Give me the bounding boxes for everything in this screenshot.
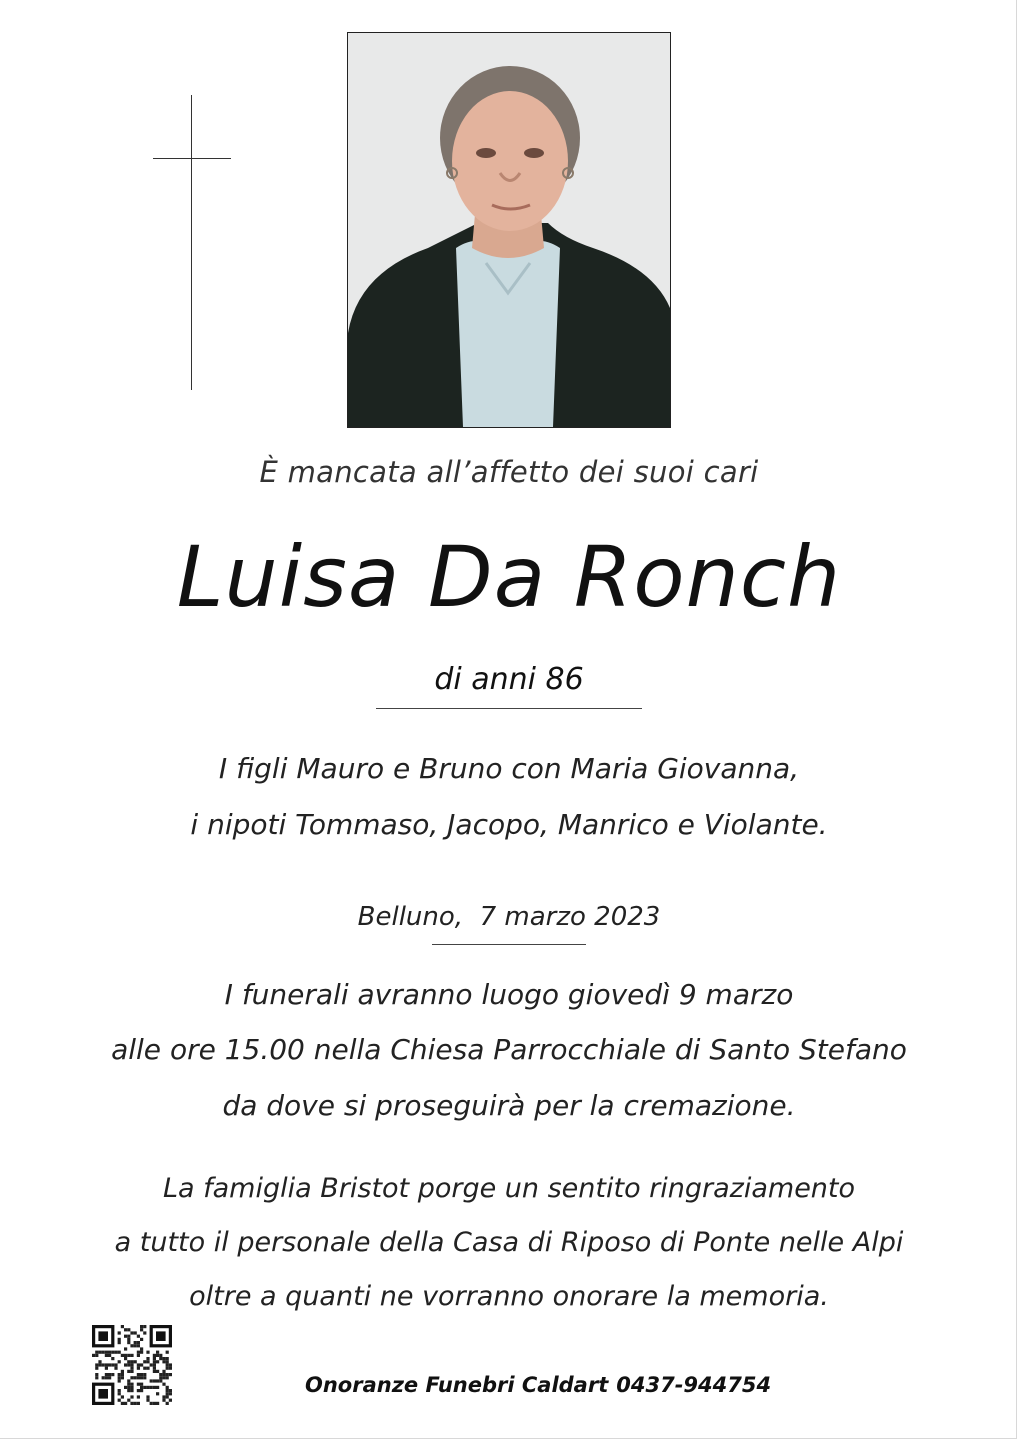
- thanks-line-3: oltre a quanti ne vorranno onorare la memoria.: [189, 1281, 829, 1312]
- family-line-2: i nipoti Tommaso, Jacopo, Manrico e Violante.: [190, 808, 828, 841]
- agency-name: Onoranze Funebri Caldart: [305, 1373, 609, 1397]
- qr-code-icon[interactable]: [92, 1325, 172, 1405]
- deceased-name: Luisa Da Ronch: [176, 528, 842, 626]
- thanks-line-2: a tutto il personale della Casa di Riposo di Ponte nelle Alpi: [114, 1227, 904, 1258]
- portrait-photo: [347, 32, 671, 428]
- place-date: Belluno, 7 marzo 2023: [357, 902, 661, 932]
- divider-line: [376, 708, 642, 709]
- footer-agency: [305, 1373, 771, 1397]
- thanks-line-1: La famiglia Bristot porge un sentito ringraziamento: [162, 1173, 856, 1204]
- funeral-line-1: I funerali avranno luogo giovedì 9 marzo: [224, 978, 794, 1011]
- age-text: di anni 86: [434, 662, 584, 697]
- funeral-line-2: alle ore 15.00 nella Chiesa Parrocchiale di Santo Stefano: [111, 1033, 907, 1066]
- date-underline: [432, 944, 586, 945]
- agency-phone: 0437-944754: [616, 1373, 772, 1397]
- intro-text: È mancata all’affetto dei suoi cari: [259, 455, 759, 489]
- family-line-1: I figli Mauro e Bruno con Maria Giovanna,: [218, 752, 800, 785]
- funeral-line-3: da dove si proseguirà per la cremazione.: [222, 1089, 796, 1122]
